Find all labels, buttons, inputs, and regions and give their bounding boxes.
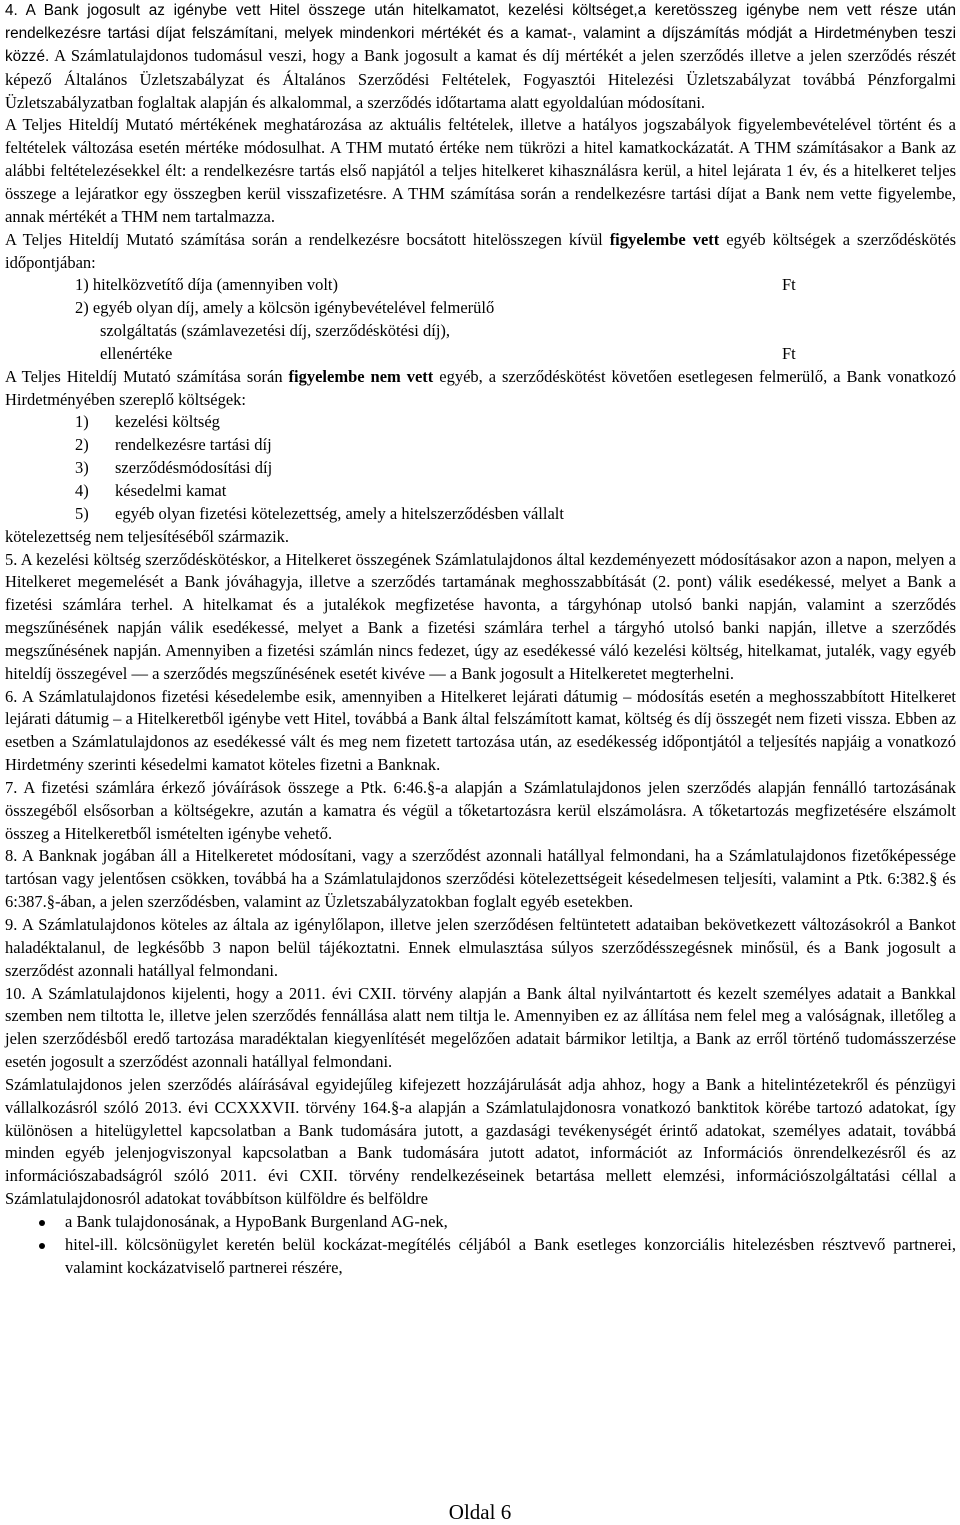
section-8: 8. A Banknak jogában áll a Hitelkeretet módosítani, vagy a szerződést azonnali hatállyal felmondani, ha a Számlatulajdonos fizetőképessége tartósan vagy jelentősen csökken, továbbá ha a Számlatulajdonos szerződési kötelezettségeit késedelmesen teljesíti, valamint a Ptk. 6:382.§ és 6:387.§-ában, a jelen szerződésben, valamint az Üzletszabályzatokban foglalt egyéb esetekben. xyxy=(5,846,956,912)
list-label: egyéb olyan fizetési kötelezettség, amely a hitelszerződésben vállalt xyxy=(115,503,564,523)
included-costs-intro xyxy=(5,229,956,275)
list-label: szerződésmódosítási díj xyxy=(115,458,273,478)
included-item-2-label-c: ellenértéke xyxy=(100,343,173,363)
included-intro-b: egyéb költségek a szerződéskötés időpontjában: xyxy=(5,229,956,272)
included-item-1 xyxy=(5,274,956,297)
section-4 xyxy=(5,0,956,114)
included-item-2-line-3 xyxy=(5,343,956,366)
section-4-lead: 4. A Bank jogosult az igénybe vett Hitel összege után hitelkamatot, kezelési költséget,a keretösszeg igénybe nem vett része után rendelkezésre tartási díjat felszámítani, melyek mindenkori mértékét és a kamat-, valamint a díjszámítás módját a Hirdetményben teszi közzé. xyxy=(5,2,956,66)
thm-paragraph: A Teljes Hiteldíj Mutató mértékének meghatározása az aktuális feltételek, illetve a hatályos jogszabályok figyelembevételével történt és a feltételek változása esetén mértéke módosulhat. A THM mutató értéke nem tükrözi a hitel kamatkockázatát. A THM számításakor a Bank az alábbi feltételezésekkel élt: a rendelkezésre tartás első napjától a teljes hitelkeret kihasználásra kerül, a hitel lejárata 1 év, és a hitelkeret teljes összege a lejáratkor egy összegben kerül visszafizetésre. A THM számítása során a rendelkezésre tartási díjat a Bank nem vette figyelembe, annak mértékét a THM nem tartalmazza. xyxy=(5,115,956,226)
included-item-2-label-b: szolgáltatás (számlavezetési díj, szerződéskötési díj), xyxy=(100,321,451,341)
excluded-cost-item xyxy=(5,457,956,480)
bullet-icon xyxy=(39,1220,45,1226)
excluded-costs-list xyxy=(5,411,956,525)
consent-paragraph: Számlatulajdonos jelen szerződés aláírásával egyidejűleg kifejezett hozzájárulását adja ahhoz, hogy a Bank a hitelintézetekről és pénzügyi vállalkozásról szóló 2013. évi CCXXXVII. törvény 164.§-a alapján a Számlatulajdonosra vonatkozó banktitok körébe tartozó adatokat, így különösen a hitelügylettel kapcsolatban a Bank tudomására jutott, a gazdasági tevékenységét érintő adatokat, személyes adatait, továbbá minden egyéb jelenjogviszonyal kapcsolatban a Bank tudomására jutott adatot, információt az Információs önrendelkezésről és az információszabadságról szóló 2011. évi CXII. törvény rendelkezéseinek betartása mellett elemzési, információszolgáltatási céllal a Számlatulajdonosról adatokat továbbítson külföldre és belföldre xyxy=(5,1074,956,1209)
list-label: kezelési költség xyxy=(115,412,220,432)
excluded-intro-a: A Teljes Hiteldíj Mutató számítása során xyxy=(5,366,289,386)
bullet-icon xyxy=(39,1243,45,1249)
excluded-cost-item xyxy=(5,434,956,457)
list-label: rendelkezésre tartási díj xyxy=(115,435,272,455)
recipient-item xyxy=(5,1211,956,1234)
included-item-2-line-2 xyxy=(5,320,956,343)
included-item-2-currency: Ft xyxy=(782,343,796,363)
excluded-intro-bold: figyelembe nem vett xyxy=(288,366,434,386)
section-4-continuation: A Számlatulajdonos tudomásul veszi, hogy a Bank jogosult a kamat és díj mértékét a jelen szerződés illetve a jelen szerződés részét képező Általános Üzletszabályzat és Általános Szerződési Feltételek, Fogyasztói Hitelezési Üzletszabályzat továbbá Pénzforgalmi Üzletszabályzatban foglaltak alapján és alkalommal, a szerződés időtartama alatt egyoldalúan módosítani. xyxy=(5,46,956,112)
excluded-cost-item xyxy=(5,411,956,434)
section-6: 6. A Számlatulajdonos fizetési késedelembe esik, amennyiben a Hitelkeret lejárati dátumig – módosítás esetén a meghosszabbított Hitelkeret lejárati dátumig – a Hitelkeretből igénybe vett Hitel, továbbá a Bank által felszámított kamat, költség és díj összegét nem fizeti vissza. Ebben az esetben a Számlatulajdonos az esedékessé vált és meg nem fizetett tartozása után, az esedékesség időpontjától a teljesítés napjáig a vonatkozó Hirdetmény szerinti késedelmi kamatot köteles fizetni a Banknak. xyxy=(5,686,956,775)
page-footer: Oldal 6 xyxy=(448,1500,512,1524)
recipient-text: a Bank tulajdonosának, a HypoBank Burgenland AG-nek, xyxy=(65,1211,448,1231)
included-item-2-line-1 xyxy=(5,297,956,320)
section-7: 7. A fizetési számlára érkező jóváírások összege a Ptk. 6:46.§-a alapján a Számlatulajdonos jelen szerződés alapján fennálló tartozásának összegéből elsősorban a költségekre, azután a kamatra és végül a tőketartozásra kerül elszámolásra. A tőketartozás megfizetésére elszámolt összeg a Hitelkeretből ismételten igénybe vehető. xyxy=(5,777,956,843)
list-number: 5) xyxy=(75,503,89,523)
content-flow xyxy=(5,0,956,1280)
list-number: 4) xyxy=(75,480,89,500)
excluded-cost-item xyxy=(5,503,956,526)
included-item-1-label: 1) hitelközvetítő díja (amennyiben volt) xyxy=(75,275,339,295)
list-number: 1) xyxy=(75,412,89,432)
list-number: 3) xyxy=(75,458,89,478)
excluded-intro-b: egyéb, a szerződéskötést követően esetlegesen felmerülő, a Bank vonatkozó Hirdetményében szereplő költségek: xyxy=(5,366,956,409)
section-5: 5. A kezelési költség szerződéskötéskor, a Hitelkeret összegének Számlatulajdonos által kezdeményezett módosításakor azon a napon, melyen a Hitelkeret megemelését a Bank jóváhagyja, illetve a szerződés tartamának meghosszabbítását (2. pont) válik esedékessé, melyet a Bank a fizetési számlára terhel. A hitelkamat és a jutalékok megfizetése havonta, a tárgyhónap utolsó banki napján, valamint a szerződés megszűnésének napján válik esedékessé, melyet a Bank a fizetési számlára terhel a tárgyhó utolsó banki napján, illetve a szerződés megszűnésének napján. Amennyiben a fizetési számlán nincs fedezet, úgy az esedékessé váló kezelési költség, hitelkamat, jutalék, vagy egyéb hiteldíj összegével — a szerződés megszűnésének esetét kivéve — a Bank jogosult a Hitelkeretet megterhelni. xyxy=(5,549,956,683)
included-item-2-label-a: 2) egyéb olyan díj, amely a kölcsön igénybevételével felmerülő xyxy=(75,298,495,318)
recipient-list xyxy=(5,1211,956,1280)
included-intro-bold: figyelembe vett xyxy=(609,229,720,249)
recipient-text: hitel-ill. kölcsönügylet keretén belül kockázat-megítélés céljából a Bank esetleges konzorciális hitelezésben résztvevő partnerei, valamint kockázatviselő partnerei részére, xyxy=(65,1234,956,1277)
recipient-item xyxy=(5,1234,956,1280)
excluded-costs-tail: kötelezettség nem teljesítéséből származik. xyxy=(5,526,290,546)
list-number: 2) xyxy=(75,435,89,455)
list-label: késedelmi kamat xyxy=(115,480,227,500)
included-item-1-currency: Ft xyxy=(782,275,796,295)
included-intro-a: A Teljes Hiteldíj Mutató számítása során a rendelkezésre bocsátott hitelösszegen kívül xyxy=(5,229,610,249)
section-9: 9. A Számlatulajdonos köteles az általa az igénylőlapon, illetve jelen szerződésen feltüntetett adataiban bekövetkezett változásokról a Bankot haladéktalanul, de legkésőbb 3 napon belül tájékoztatni. Ennek elmulasztása súlyos szerződésszegésnek minősül, és a Bank jogosult a szerződést azonnali hatállyal felmondani. xyxy=(5,915,956,980)
excluded-costs-intro xyxy=(5,366,956,412)
excluded-cost-item xyxy=(5,480,956,503)
section-10: 10. A Számlatulajdonos kijelenti, hogy a 2011. évi CXII. törvény alapján a Bank által nyilvántartott és kezelt személyes adatait a Bankkal szemben nem tiltotta le, illetve jelen szerződés fennállása alatt nem tiltja le. Amennyiben ez az állítása nem felel meg a valóságnak, illetőleg a jelen szerződésből eredő tartozása maradéktalan kiegyenlítését megelőzően adatait bármikor letiltja, a Bank az erről történő tudomásszerzése esetén jogosult a szerződést azonnali hatállyal felmondani. xyxy=(5,983,956,1072)
